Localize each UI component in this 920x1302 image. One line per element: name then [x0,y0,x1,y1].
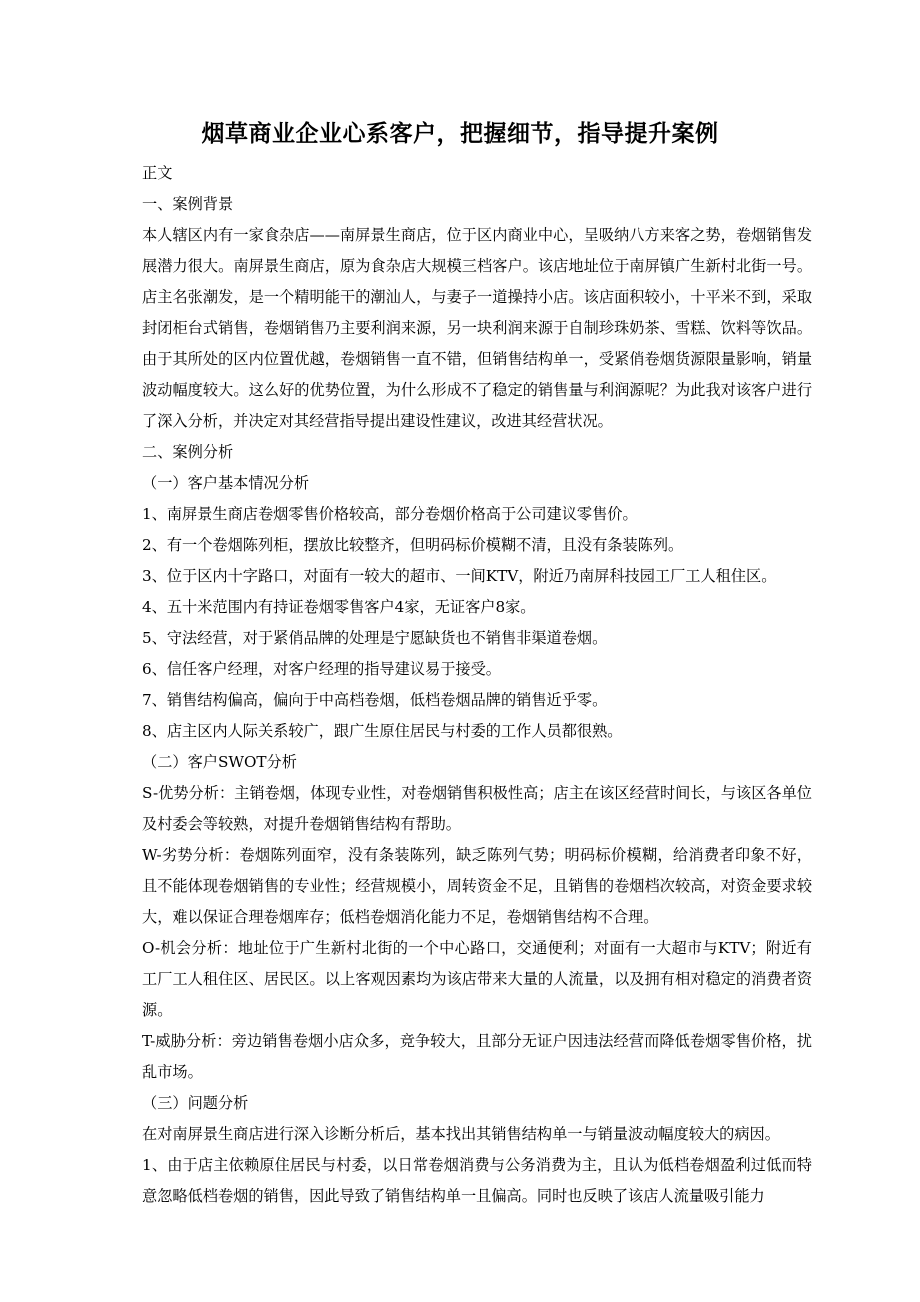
list-item: 5、守法经营，对于紧俏品牌的处理是宁愿缺货也不销售非渠道卷烟。 [142,629,608,647]
subheading-customer-basics: （一）客户基本情况分析 [142,474,310,492]
list-item: 2、有一个卷烟陈列柜，摆放比较整齐，但明码标价模糊不清，且没有条装陈列。 [142,536,684,554]
paragraph-problem-1: 1、由于店主依赖原住居民与村委，以日常卷烟消费与公务消费为主，且认为低档卷烟盈利过低而特意忽略低档卷烟的销售，因此导致了销售结构单一且偏高。同时也反映了该店人流量吸引能力 [142,1156,812,1205]
paragraph-diagnosis: 在对南屏景生商店进行深入诊断分析后，基本找出其销售结构单一与销量波动幅度较大的病因。 [142,1125,780,1143]
list-item: 1、南屏景生商店卷烟零售价格较高，部分卷烟价格高于公司建议零售价。 [142,505,638,523]
paragraph-background: 本人辖区内有一家食杂店——南屏景生商店，位于区内商业中心，呈吸纳八方来客之势，卷烟销售发展潜力很大。南屏景生商店，原为食杂店大规模三档客户。该店地址位于南屏镇广生新村北街一号。店主名张潮发，是一个精明能干的潮汕人，与妻子一道操持小店。该店面积较小，十平米不到，采取封闭柜台式销售，卷烟销售乃主要利润来源，另一块利润来源于自制珍珠奶茶、雪糕、饮料等饮品。由于其所处的区内位置优越，卷烟销售一直不错，但销售结构单一，受紧俏卷烟货源限量影响，销量波动幅度较大。这么好的优势位置，为什么形成不了稳定的销售量与利润源呢？为此我对该客户进行了深入分析，并决定对其经营指导提出建设性建议，改进其经营状况。 [142,226,812,430]
document-title: 烟草商业企业心系客户，把握细节，指导提升案例 [201,121,719,147]
paragraph-threats: T-威胁分析：旁边销售卷烟小店众多，竞争较大，且部分无证户因违法经营而降低卷烟零售价格，扰乱市场。 [142,1032,812,1081]
heading-case-analysis: 二、案例分析 [142,443,234,461]
heading-case-background: 一、案例背景 [142,195,234,213]
paragraph-strengths: S-优势分析：主销卷烟，体现专业性，对卷烟销售积极性高；店主在该区经营时间长，与该区各单位及村委会等较熟，对提升卷烟销售结构有帮助。 [142,784,812,833]
document-body [142,158,812,1212]
list-item: 8、店主区内人际关系较广，跟广生原住居民与村委的工作人员都很熟。 [142,722,623,740]
list-item: 7、销售结构偏高，偏向于中高档卷烟，低档卷烟品牌的销售近乎零。 [142,691,608,709]
subheading-swot: （二）客户SWOT分析 [142,753,297,771]
list-item: 4、五十米范围内有持证卷烟零售客户4家，无证客户8家。 [142,598,536,616]
section-label-body: 正文 [142,164,173,182]
paragraph-opportunities: O-机会分析：地址位于广生新村北街的一个中心路口，交通便利；对面有一大超市与KTV；附近有工厂工人租住区、居民区。以上客观因素均为该店带来大量的人流量，以及拥有相对稳定的消费者资源。 [142,939,812,1019]
subheading-problem-analysis: （三）问题分析 [142,1094,249,1112]
list-item: 6、信任客户经理，对客户经理的指导建议易于接受。 [142,660,501,678]
list-item: 3、位于区内十字路口，对面有一较大的超市、一间KTV，附近乃南屏科技园工厂工人租住区。 [142,567,777,585]
paragraph-weaknesses: W-劣势分析：卷烟陈列面窄，没有条装陈列，缺乏陈列气势；明码标价模糊，给消费者印象不好，且不能体现卷烟销售的专业性；经营规模小，周转资金不足，且销售的卷烟档次较高，对资金要求较大，难以保证合理卷烟库存；低档卷烟消化能力不足，卷烟销售结构不合理。 [142,846,812,926]
